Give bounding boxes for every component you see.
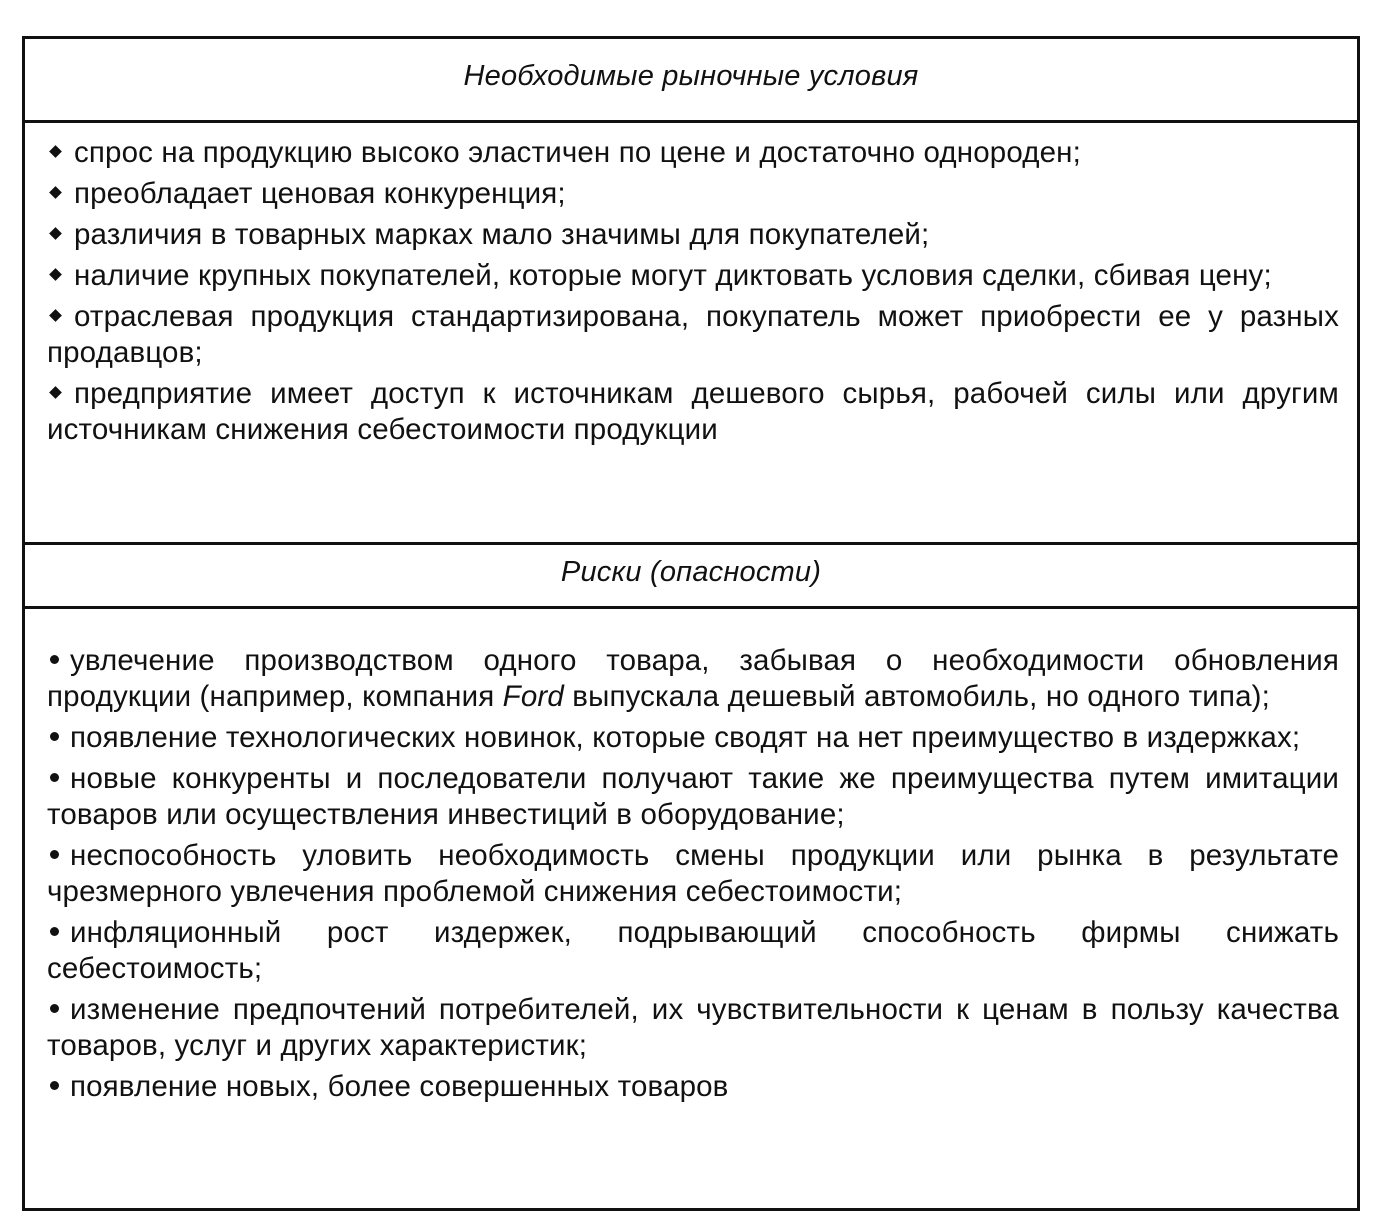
diamond-bullet-icon bbox=[49, 386, 62, 399]
list-item bbox=[47, 992, 1339, 1064]
dot-bullet-icon bbox=[50, 1081, 59, 1090]
diamond-bullet-icon bbox=[49, 268, 62, 281]
risks-list bbox=[47, 643, 1339, 1110]
diamond-bullet-icon bbox=[49, 309, 62, 322]
list-item-text: новые конкуренты и последователи получают такие же преимущества путем имитации товаров или осуществления инвестиций в оборудование; bbox=[47, 762, 1339, 831]
diamond-bullet-icon bbox=[49, 145, 62, 158]
section-title-risks: Риски (опасности) bbox=[560, 556, 822, 588]
list-item bbox=[47, 376, 1339, 448]
dot-bullet-icon bbox=[50, 927, 59, 936]
list-item bbox=[47, 838, 1339, 910]
list-item-text: неспособность уловить необходимость смены продукции или рынка в результате чрезмерного увлечения проблемой снижения себестоимости; bbox=[47, 839, 1339, 908]
list-item-text-after: выпускала дешевый автомобиль, но одного типа); bbox=[563, 680, 1270, 713]
list-item-text: различия в товарных марках мало значимы для покупателей; bbox=[74, 218, 930, 251]
list-item bbox=[47, 299, 1339, 371]
list-item-text-before: увлечение производством одного товара, забывая о необходимости обновления продукции (например, компания bbox=[47, 644, 1339, 713]
list-item-text: появление технологических новинок, которые сводят на нет преимущество в издержках; bbox=[70, 721, 1301, 754]
list-item-text: появление новых, более совершенных товаров bbox=[70, 1070, 729, 1103]
dot-bullet-icon bbox=[50, 773, 59, 782]
list-item-text: преобладает ценовая конкуренция; bbox=[74, 177, 566, 210]
list-item bbox=[47, 1069, 1339, 1105]
list-item-text: инфляционный рост издержек, подрывающий способность фирмы снижать себестоимость; bbox=[47, 916, 1339, 985]
list-item bbox=[47, 135, 1339, 171]
list-item-text: спрос на продукцию высоко эластичен по цене и достаточно однороден; bbox=[74, 136, 1081, 169]
market-conditions-list bbox=[47, 135, 1339, 453]
list-item bbox=[47, 258, 1339, 294]
conditions-risks-table bbox=[22, 36, 1360, 1211]
company-name-italic: Ford bbox=[502, 680, 564, 713]
diamond-bullet-icon bbox=[49, 186, 62, 199]
list-item-text: изменение предпочтений потребителей, их чувствительности к ценам в пользу качества товаров, услуг и других характеристик; bbox=[47, 993, 1339, 1062]
list-item bbox=[47, 643, 1339, 715]
dot-bullet-icon bbox=[50, 732, 59, 741]
dot-bullet-icon bbox=[50, 1004, 59, 1013]
list-item-text: предприятие имеет доступ к источникам дешевого сырья, рабочей силы или другим источникам снижения себестоимости продукции bbox=[47, 377, 1339, 446]
diamond-bullet-icon bbox=[49, 227, 62, 240]
divider bbox=[25, 120, 1357, 123]
dot-bullet-icon bbox=[50, 655, 59, 664]
dot-bullet-icon bbox=[50, 850, 59, 859]
list-item bbox=[47, 176, 1339, 212]
list-item bbox=[47, 217, 1339, 253]
divider bbox=[25, 542, 1357, 545]
list-item bbox=[47, 720, 1339, 756]
list-item-text: наличие крупных покупателей, которые могут диктовать условия сделки, сбивая цену; bbox=[74, 259, 1272, 292]
section-title-market-conditions: Необходимые рыночные условия bbox=[463, 60, 919, 92]
divider bbox=[25, 606, 1357, 609]
list-item bbox=[47, 761, 1339, 833]
list-item-text: отраслевая продукция стандартизирована, покупатель может приобрести ее у разных продавцов; bbox=[47, 300, 1339, 369]
list-item bbox=[47, 915, 1339, 987]
